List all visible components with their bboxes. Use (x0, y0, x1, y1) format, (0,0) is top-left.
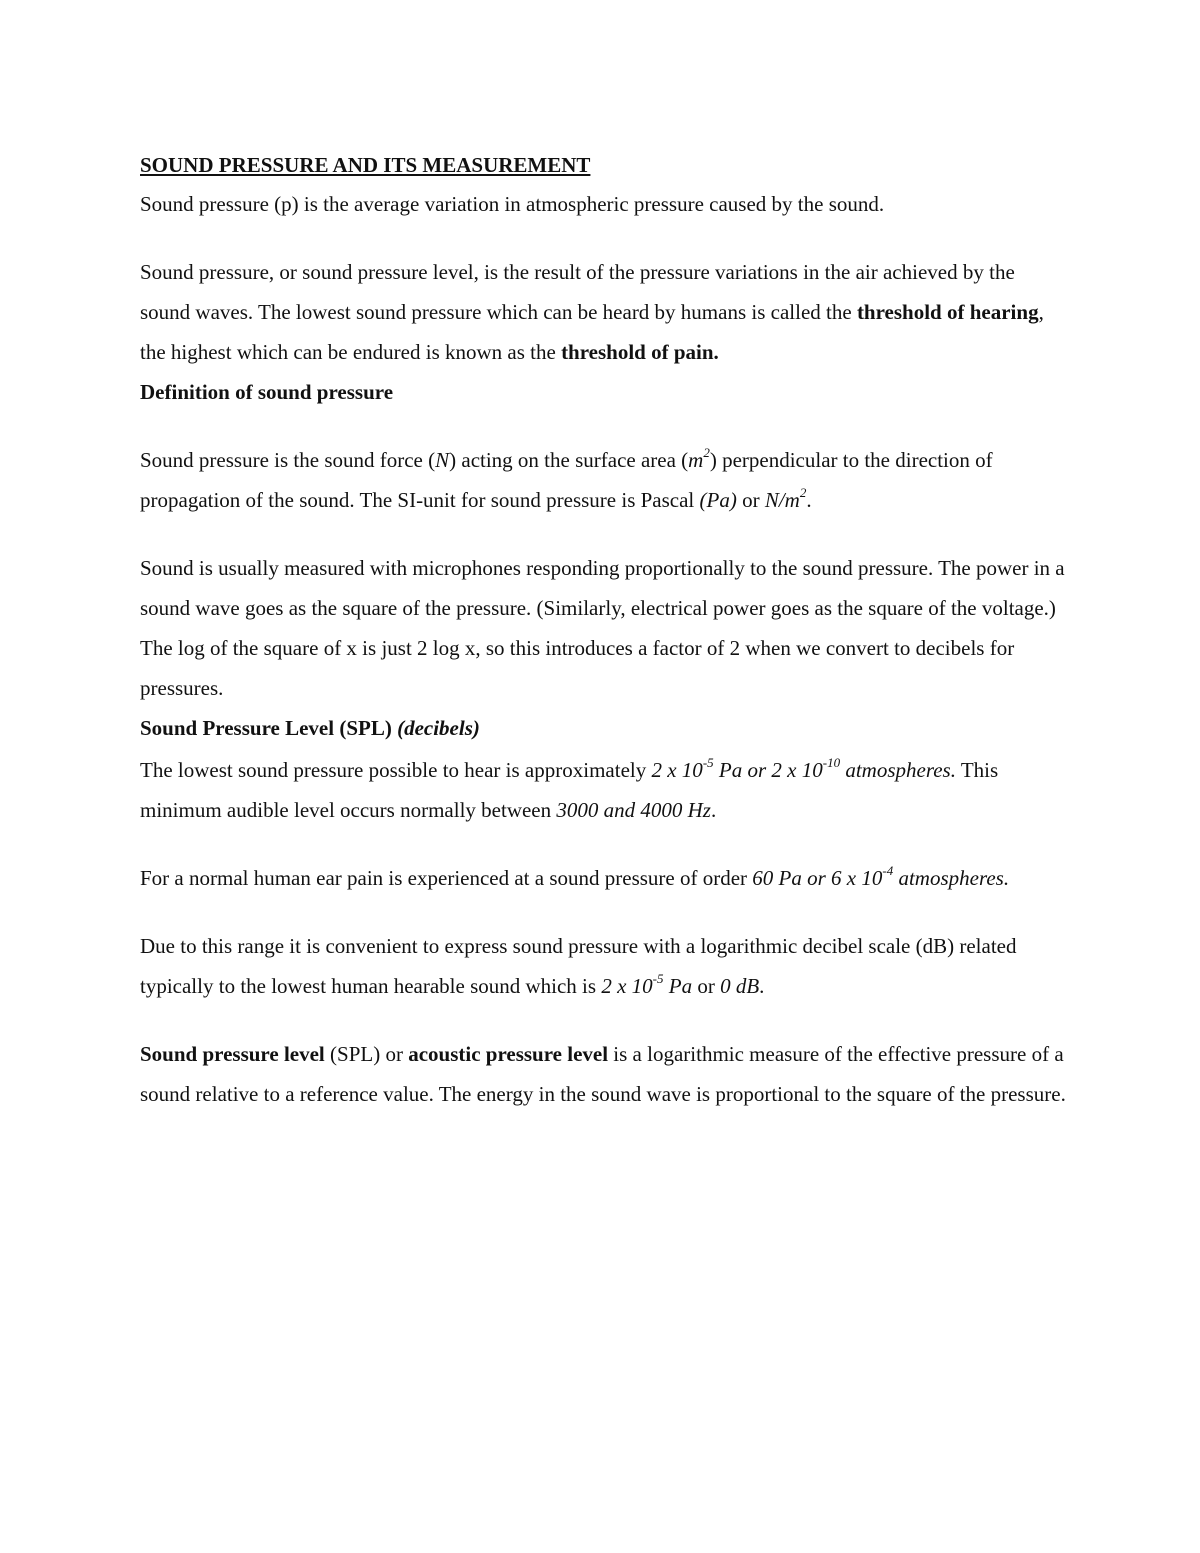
text-segment: ) acting on the surface area ( (449, 448, 689, 472)
text-segment: , the highest which can be endured is known as the (140, 300, 1044, 364)
document-title: SOUND PRESSURE AND ITS MEASUREMENT (140, 153, 591, 177)
text-segment: ) perpendicular to the direction of propagation of the sound. The SI-unit for sound pressure is Pascal (140, 448, 993, 512)
heading-spl-text: Sound Pressure Level (SPL) (140, 716, 398, 740)
text-segment: . (759, 974, 765, 998)
text-segment: (SPL) or (324, 1042, 409, 1066)
text-segment: The lowest sound pressure possible to hear is approximately (140, 758, 652, 782)
symbol-square-meter (688, 445, 710, 472)
text-segment: or (736, 488, 765, 512)
text-segment: Due to this range it is convenient to express sound pressure with a logarithmic decibel scale (dB) related typically to the lowest human hearable sound which is (140, 934, 1017, 998)
text-segment: Pa or 2 x 10 (713, 758, 823, 782)
text-segment: 60 Pa or 6 x 10 (752, 866, 883, 890)
document-page (140, 148, 1070, 1114)
text-segment: atmospheres. (840, 758, 956, 782)
paragraph-decibel-scale (140, 926, 1070, 1006)
paragraph-lowest-pressure (140, 750, 1070, 830)
exponent: -5 (652, 971, 664, 986)
value-lowest-pressure (651, 755, 956, 782)
text-segment: Sound pressure, or sound pressure level, is the result of the pressure variations in the air achieved by the sound waves. The lowest sound pressure which can be heard by humans is called the (140, 260, 1015, 324)
value-frequency-range: 3000 and 4000 Hz (556, 798, 711, 822)
heading-spl (140, 708, 1070, 748)
term-threshold-of-hearing: threshold of hearing (856, 300, 1039, 324)
paragraph-definition (140, 440, 1070, 520)
paragraph-sound-pressure-level (140, 252, 1070, 372)
paragraph-spl-definition (140, 1034, 1070, 1114)
value-zero-db: 0 dB (720, 974, 760, 998)
text-segment: . (806, 488, 812, 512)
unit-pascal: (Pa) (699, 488, 737, 512)
heading-definition: Definition of sound pressure (140, 380, 394, 404)
symbol-newton: N (435, 448, 450, 472)
exponent: -5 (702, 755, 714, 770)
value-reference-pressure (601, 971, 693, 998)
text-segment: Pa (663, 974, 693, 998)
text-segment: or (692, 974, 721, 998)
text-segment: is a logarithmic measure of the effective pressure of a sound relative to a reference value. The energy in the sound wave is proportional to the square of the pressure. (140, 1042, 1066, 1106)
value-pain-pressure (752, 863, 1010, 890)
exponent: 2 (799, 485, 807, 500)
text-segment: . (710, 798, 717, 822)
term-threshold-of-pain: threshold of pain. (561, 340, 719, 364)
unit-newton-per-square-meter (764, 485, 807, 512)
text-segment: Sound pressure is the sound force ( (140, 448, 436, 472)
exponent: -10 (822, 755, 841, 770)
text-segment: For a normal human ear pain is experienced at a sound pressure of order (140, 866, 753, 890)
unit-m: m (688, 448, 704, 472)
exponent: 2 (703, 445, 710, 460)
text-segment: 2 x 10 (601, 974, 653, 998)
exponent: -4 (882, 863, 894, 878)
term-sound-pressure-level: Sound pressure level (140, 1042, 325, 1066)
unit-n-m: N/m (764, 488, 800, 512)
text-segment: 2 x 10 (651, 758, 703, 782)
term-acoustic-pressure-level: acoustic pressure level (408, 1042, 609, 1066)
paragraph-microphones: Sound is usually measured with microphones responding proportionally to the sound pressure. The power in a sound wave goes as the square of the pressure. (Similarly, electrical power goes as the square of the voltage.) The log of the square of x is just 2 log x, so this introduces a factor of 2 when we convert to decibels for pressures. (140, 556, 1065, 700)
heading-spl-decibels: (decibels) (397, 716, 480, 740)
paragraph-pain-threshold (140, 858, 1070, 898)
text-segment: atmospheres. (893, 866, 1010, 890)
text-segment: This minimum audible level occurs normally between (140, 758, 999, 822)
paragraph-sound-pressure-intro: Sound pressure (p) is the average variation in atmospheric pressure caused by the sound. (140, 192, 885, 216)
